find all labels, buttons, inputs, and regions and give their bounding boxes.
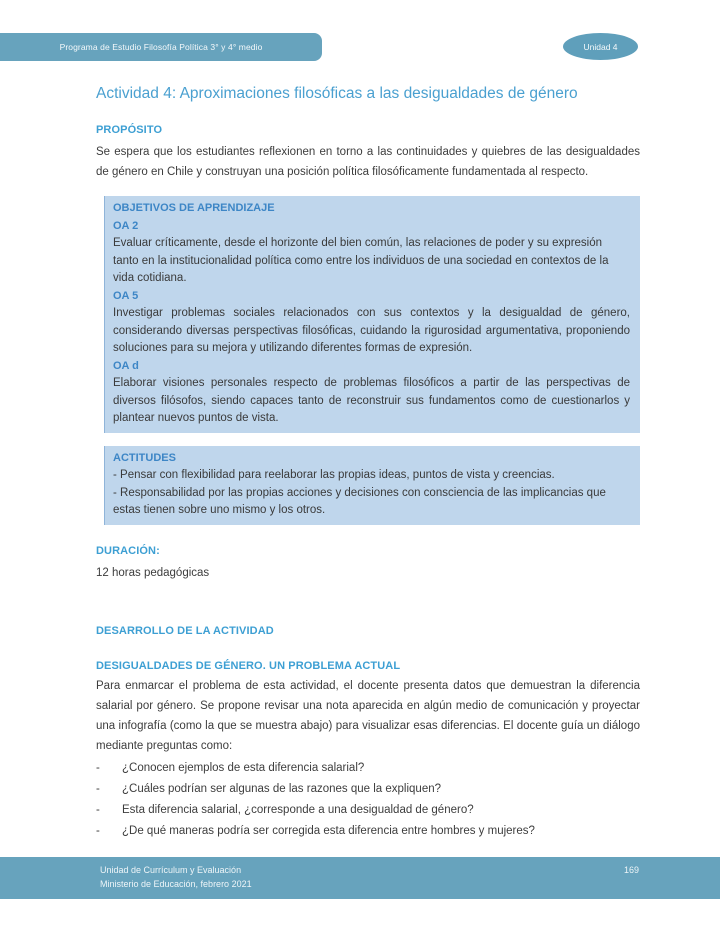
- page-number: 169: [623, 865, 639, 875]
- attitudes-box: [104, 446, 640, 525]
- list-item: [96, 779, 640, 800]
- footer-credits: [100, 864, 252, 891]
- footer-line2: Ministerio de Educación, febrero 2021: [100, 878, 252, 889]
- oa5-text: Investigar problemas sociales relacionados con sus contextos y la desigualdad de género, considerando diversas perspectivas filosóficas, cuidando la rigurosidad argumentativa, proponiendo soluciones para su mejora y utilizando diferentes formas de expresión.: [113, 307, 630, 354]
- list-item: [96, 821, 640, 842]
- question-text: ¿De qué maneras podría ser corregida esta diferencia entre hombres y mujeres?: [122, 824, 535, 837]
- proposito-heading: PROPÓSITO: [96, 124, 163, 136]
- program-badge: [0, 33, 322, 61]
- oad-text: Elaborar visiones personales respecto de problemas filosóficos a partir de las perspectivas de diversos filósofos, siendo capaces tanto de reconstruir sus fundamentos como de cuestionarlos y plantear nuevos puntos de vista.: [113, 377, 630, 424]
- dash-bullet: -: [96, 803, 100, 816]
- gender-inequality-heading: DESIGUALDADES DE GÉNERO. UN PROBLEMA ACTUAL: [96, 659, 401, 672]
- duration-value: 12 horas pedagógicas: [96, 566, 210, 579]
- document-content: [96, 84, 640, 842]
- duration-heading: DURACIÓN:: [96, 544, 160, 557]
- list-item: [96, 758, 640, 779]
- dash-bullet: -: [96, 824, 100, 837]
- gender-inequality-paragraph: Para enmarcar el problema de esta actividad, el docente presenta datos que demuestran la diferencia salarial por género. Se propone revisar una nota aparecida en algún medio de comunicación y proyectar una infografía (como la que se muestra abajo) para visualizar esas diferencias. El docente guía un diálogo mediante preguntas como:: [96, 679, 640, 752]
- footer-line1: Unidad de Currículum y Evaluación: [100, 865, 242, 875]
- attitude-item: - Pensar con flexibilidad para reelaborar las propias ideas, puntos de vista y creencias.: [113, 469, 555, 481]
- question-text: Esta diferencia salarial, ¿corresponde a una desigualdad de género?: [122, 803, 474, 816]
- oad-label: OA d: [113, 359, 139, 372]
- dash-bullet: -: [96, 782, 100, 795]
- objectives-box: [104, 196, 640, 433]
- objectives-heading: OBJETIVOS DE APRENDIZAJE: [113, 202, 275, 214]
- oa2-text: Evaluar críticamente, desde el horizonte del bien común, las relaciones de poder y su expresión tanto en la institucionalidad política como entre los individuos de una sociedad en contextos de la vida cotidiana.: [113, 237, 609, 284]
- development-heading: DESARROLLO DE LA ACTIVIDAD: [96, 624, 274, 637]
- program-badge-label: Programa de Estudio Filosofía Política 3° y 4° medio: [59, 42, 263, 52]
- unit-badge-label: Unidad 4: [583, 41, 618, 52]
- dash-bullet: -: [96, 761, 100, 774]
- list-item: [96, 800, 640, 821]
- unit-badge: [563, 33, 638, 60]
- duration-block: [96, 544, 640, 583]
- question-text: ¿Cuáles podrían ser algunas de las razones que la expliquen?: [122, 782, 442, 795]
- footer: [0, 857, 720, 899]
- attitudes-heading: ACTITUDES: [113, 451, 176, 464]
- attitude-item: - Responsabilidad por las propias acciones y decisiones con consciencia de las implicancias que estas tienen sobre uno mismo y los otros.: [113, 486, 606, 516]
- oa5-label: OA 5: [113, 289, 139, 302]
- question-text: ¿Conocen ejemplos de esta diferencia salarial?: [122, 761, 365, 774]
- activity-title: Actividad 4: Aproximaciones filosóficas a las desigualdades de género: [96, 85, 578, 102]
- oa2-label: OA 2: [113, 219, 139, 232]
- proposito-paragraph: Se espera que los estudiantes reflexionen en torno a las continuidades y quiebres de las desigualdades de género en Chile y construyan una posición política filosóficamente fundamentada al respecto.: [96, 146, 640, 178]
- question-list: [96, 758, 640, 842]
